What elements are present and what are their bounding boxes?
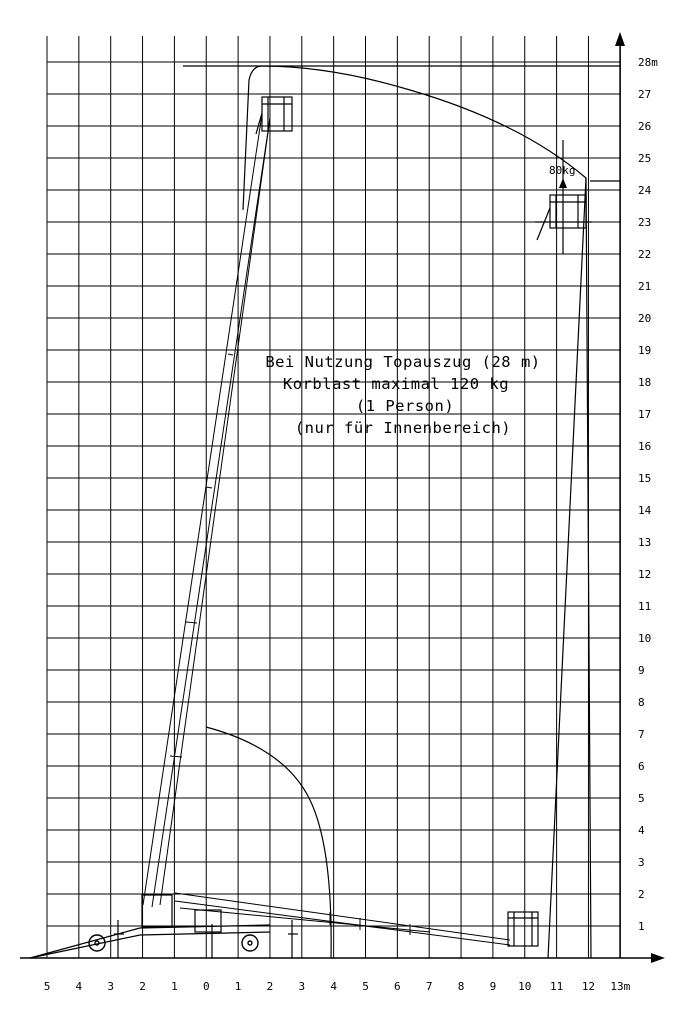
x-tick-label: 4 <box>330 980 337 993</box>
y-tick-label: 6 <box>638 760 645 773</box>
envelope-right-vertical <box>548 178 586 958</box>
y-tick-label: 21 <box>638 280 652 293</box>
y-tick-label: 8 <box>638 696 645 709</box>
y-tick-label: 25 <box>638 152 652 165</box>
y-tick-label: 24 <box>638 184 652 197</box>
boom-horizontal <box>175 893 510 945</box>
y-tick-label: 3 <box>638 856 645 869</box>
low-boundary-arc <box>206 727 331 958</box>
trailer-wheel-rear <box>242 935 258 951</box>
y-tick-label: 16 <box>638 440 652 453</box>
y-tick-label: 27 <box>638 88 652 101</box>
x-tick-label: 5 <box>43 980 51 993</box>
x-tick-label: 6 <box>394 980 401 993</box>
x-tick-label: 13m <box>610 980 631 993</box>
y-tick-label: 4 <box>638 824 645 837</box>
x-axis-labels <box>44 980 631 993</box>
x-tick-label: 12 <box>581 980 596 993</box>
y-axis-labels <box>638 56 658 933</box>
grid <box>47 36 620 958</box>
note-line-2: Korblast maximal 120 kg <box>282 375 510 393</box>
y-tick-label: 12 <box>638 568 652 581</box>
x-tick-label: 1 <box>171 980 178 993</box>
y-tick-label: 17 <box>638 408 652 421</box>
x-tick-label: 3 <box>298 980 306 993</box>
y-tick-label: 14 <box>638 504 652 517</box>
y-axis-arrow <box>615 32 625 46</box>
y-tick-label: 28m <box>638 56 658 69</box>
x-tick-label: 1 <box>234 980 242 993</box>
reach-envelope-curve <box>243 66 591 958</box>
y-tick-label: 22 <box>638 248 652 261</box>
note-line-1: Bei Nutzung Topauszug (28 m) <box>265 353 541 371</box>
y-tick-label: 19 <box>638 344 652 357</box>
load-arrow <box>559 178 567 188</box>
y-tick-label: 5 <box>638 792 645 805</box>
y-tick-label: 10 <box>638 632 652 645</box>
y-tick-label: 2 <box>638 888 645 901</box>
y-tick-label: 23 <box>638 216 652 229</box>
note-line-4: (nur für Innenbereich) <box>294 419 512 437</box>
x-axis-arrow <box>651 953 665 963</box>
x-tick-label: 11 <box>549 980 564 993</box>
x-tick-label: 0 <box>202 980 210 993</box>
x-tick-label: 9 <box>489 980 497 993</box>
x-tick-label: 10 <box>518 980 532 993</box>
x-tick-label: 7 <box>425 980 433 993</box>
note-line-3: (1 Person) <box>355 397 455 415</box>
y-tick-label: 1 <box>638 920 645 933</box>
basket-top <box>256 97 292 134</box>
x-tick-label: 3 <box>107 980 115 993</box>
x-tick-label: 5 <box>362 980 369 993</box>
y-tick-label: 26 <box>638 120 652 133</box>
y-tick-label: 7 <box>638 728 645 741</box>
y-tick-label: 15 <box>638 472 652 485</box>
x-tick-label: 4 <box>75 980 83 993</box>
basket-low <box>508 912 538 946</box>
y-tick-label: 13 <box>638 536 652 549</box>
y-tick-label: 20 <box>638 312 652 325</box>
y-tick-label: 11 <box>638 600 652 613</box>
y-tick-label: 9 <box>638 664 645 677</box>
x-tick-label: 8 <box>457 980 465 993</box>
basket-load-label: 80kg <box>549 164 576 177</box>
x-tick-label: 2 <box>139 980 146 993</box>
y-tick-label: 18 <box>638 376 652 389</box>
x-tick-label: 2 <box>266 980 274 993</box>
